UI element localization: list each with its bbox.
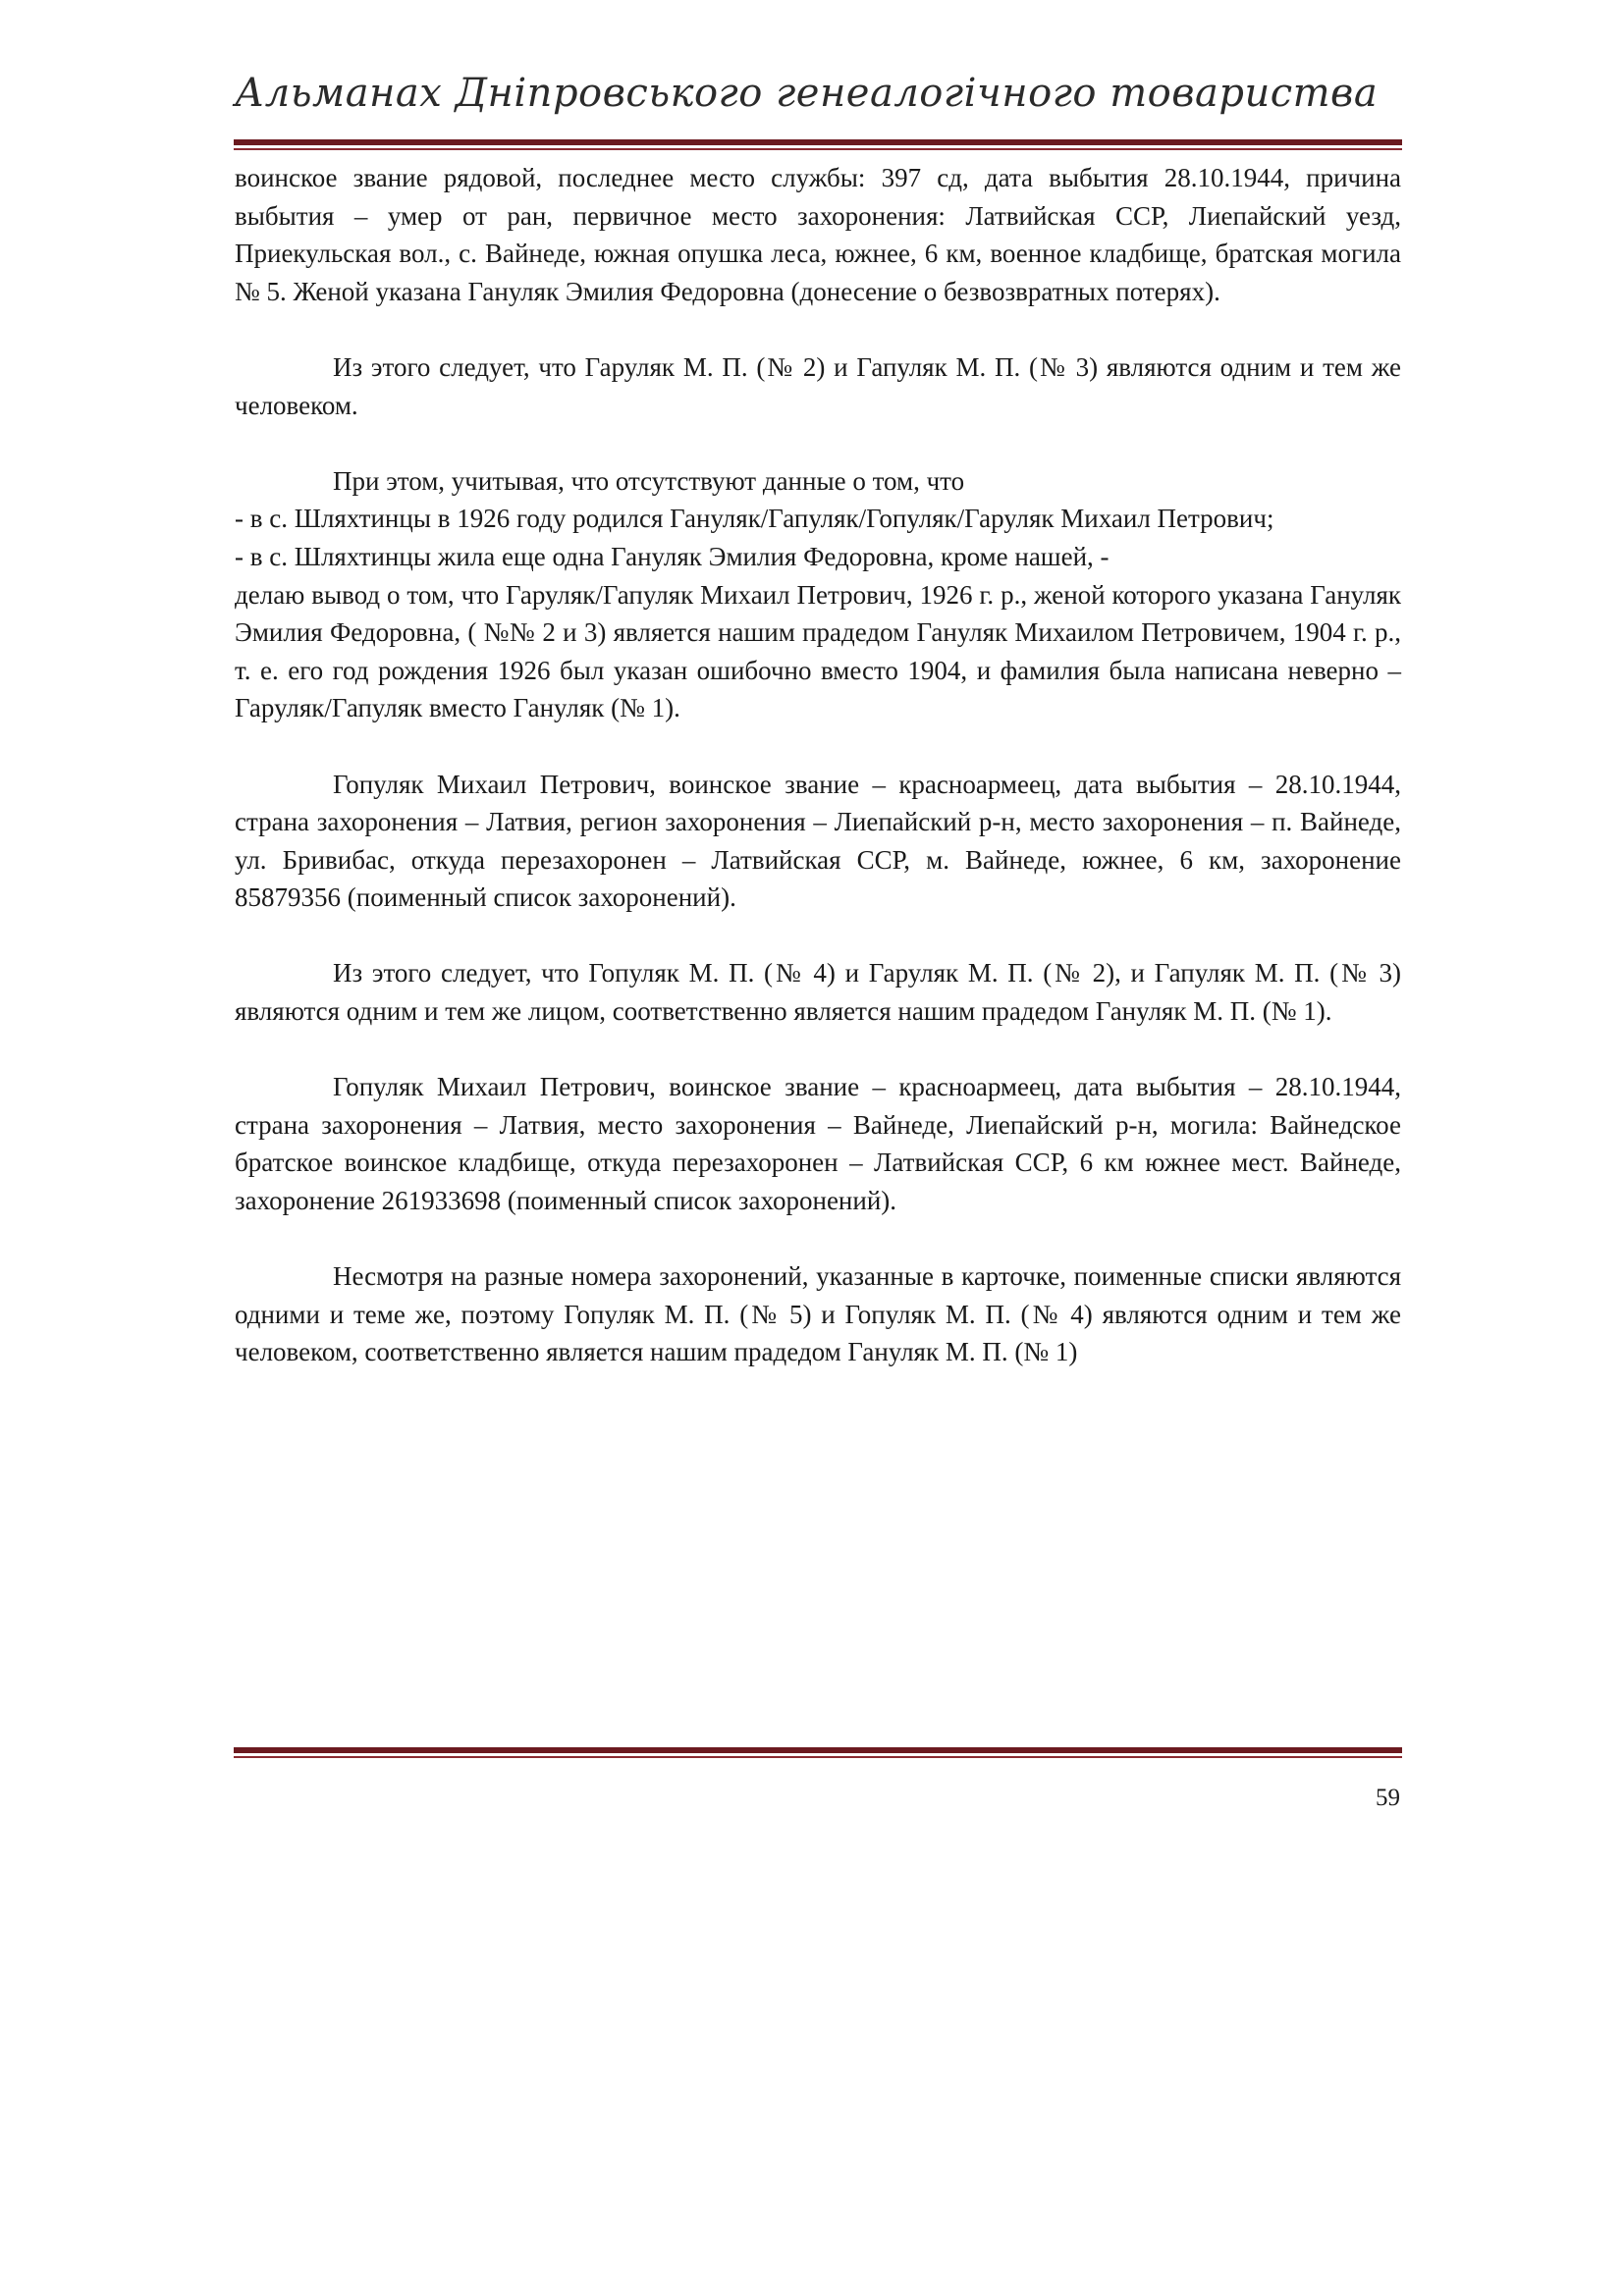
reasoning-item-wife: - в с. Шляхтинцы жила еще одна Гануляк Эмилия Федоровна, кроме нашей, - bbox=[235, 541, 1110, 571]
paragraph-burial-record-2: Гопуляк Михаил Петрович, воинское звание – красноармеец, дата выбытия – 28.10.1944, страна захоронения – Латвия, место захоронения – Вайнеде, Лиепайский р-н, могила: Вайнедское братское воинское кладбище, откуда перезахоронен – Латвийская ССР, 6 км южнее мест. Вайнеде, захоронение 261933698 (поименный список захоронений). bbox=[235, 1072, 1401, 1216]
paragraph-reasoning bbox=[235, 462, 1401, 501]
reasoning-conclusion: делаю вывод о том, что Гаруляк/Гапуляк Михаил Петрович, 1926 г. р., женой которого указана Гануляк Эмилия Федоровна, ( №№ 2 и 3) является нашим прадедом Гануляк Михаилом Петровичем, 1904 г. р., т. е. его год рождения 1926 был указан ошибочно вместо 1904, и фамилия была написана неверно – Гаруляк/Гапуляк вместо Гануляк (№ 1). bbox=[235, 579, 1401, 723]
reasoning-intro: При этом, учитывая, что отсутствуют данные о том, что bbox=[333, 465, 965, 496]
article-body bbox=[235, 159, 1401, 1371]
paragraph-service-record: воинское звание рядовой, последнее место службы: 397 сд, дата выбытия 28.10.1944, причина выбытия – умер от ран, первичное место захоронения: Латвийская ССР, Лиепайский уезд, Приекульская вол., с. Вайнеде, южная опушка леса, южнее, 6 км, военное кладбище, братская могила № 5. Женой указана Гануляк Эмилия Федоровна (донесение о безвозвратных потерях). bbox=[235, 163, 1401, 306]
almanac-title: Альманах Дніпровського генеалогічного товариства bbox=[235, 71, 1379, 116]
page-number: 59 bbox=[1376, 1785, 1400, 1811]
header-rule bbox=[234, 139, 1402, 150]
footer-rule bbox=[234, 1747, 1402, 1758]
paragraph-burial-record-1: Гопуляк Михаил Петрович, воинское звание – красноармеец, дата выбытия – 28.10.1944, страна захоронения – Латвия, регион захоронения – Лиепайский р-н, место захоронения – п. Вайнеде, ул. Бривибас, откуда перезахоронен – Латвийская ССР, м. Вайнеде, южнее, 6 км, захоронение 85879356 (поименный список захоронений). bbox=[235, 769, 1401, 913]
paragraph-final-conclusion: Несмотря на разные номера захоронений, указанные в карточке, поименные списки являются одними и теме же, поэтому Гопуляк М. П. (№ 5) и Гопуляк М. П. (№ 4) являются одним и тем же человеком, соответственно является нашим прадедом Гануляк М. П. (№ 1) bbox=[235, 1261, 1401, 1367]
reasoning-item-birth: - в с. Шляхтинцы в 1926 году родился Гануляк/Гапуляк/Гопуляк/Гаруляк Михаил Петрович; bbox=[235, 504, 1274, 534]
paragraph-conclusion-same-person: Из этого следует, что Гаруляк М. П. (№ 2) и Гапуляк М. П. (№ 3) являются одним и тем же человеком. bbox=[235, 351, 1401, 420]
paragraph-conclusion-same-face: Из этого следует, что Гопуляк М. П. (№ 4) и Гаруляк М. П. (№ 2), и Гапуляк М. П. (№ 3) являются одним и тем же лицом, соответственно является нашим прадедом Гануляк М. П. (№ 1). bbox=[235, 958, 1401, 1027]
